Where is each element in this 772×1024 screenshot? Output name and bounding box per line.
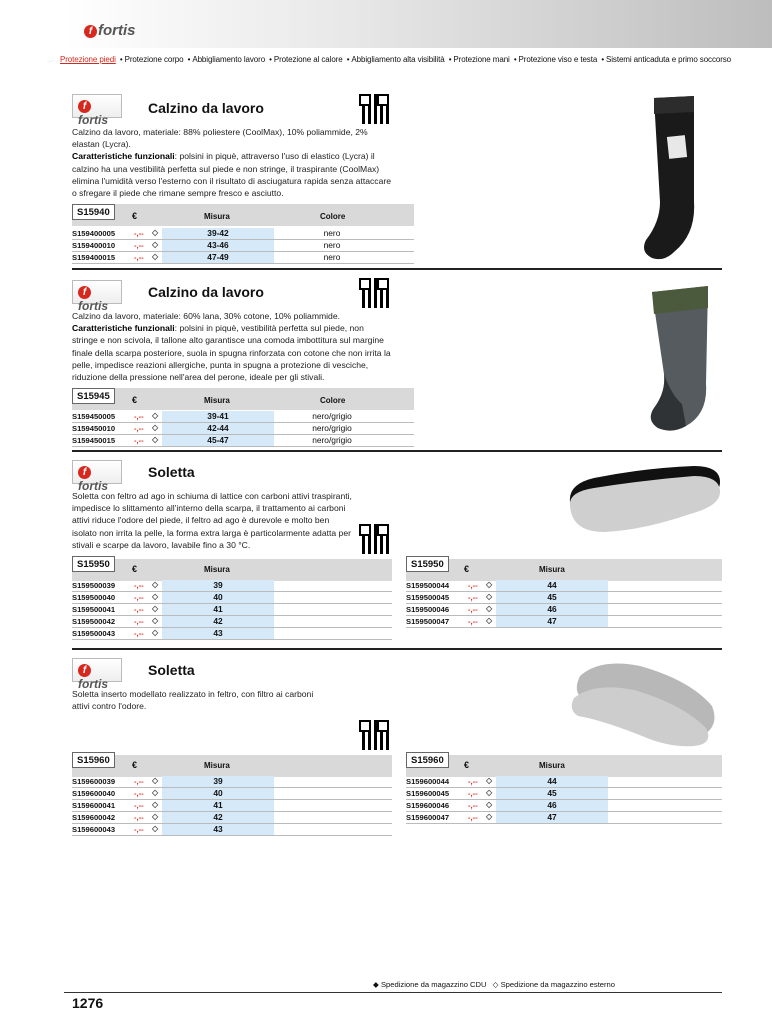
fortis-logo: ffortis [72,460,122,484]
article-code-tag: S15960 [406,752,449,768]
nav-item[interactable]: Protezione corpo [124,55,184,64]
filled-diamond-icon: ◆ [373,980,379,989]
qr-code-icon[interactable] [359,94,389,124]
outline-diamond-icon: ◇ [152,240,159,249]
product-title: Soletta [148,662,195,678]
nav-item[interactable]: Sistemi anticaduta e primo soccorso [606,55,732,64]
header-color: Colore [320,212,346,221]
table-row[interactable]: S159600039 -,-- ◇ 39 [72,776,392,787]
article-code-tag: S15945 [72,388,115,404]
table-row[interactable]: S159600044 -,-- ◇ 44 [406,776,722,787]
outline-diamond-icon: ◇ [152,228,159,237]
table-row[interactable]: S159400010 -,-- ◇ 43-46 nero [72,240,341,250]
table-row[interactable]: S159600043 -,-- ◇ 43 [72,824,392,835]
header-color: Colore [320,396,346,405]
grey-sock-image [642,284,722,434]
header-euro: € [132,211,138,221]
black-sock-image [636,94,726,264]
nav-item[interactable]: Protezione al calore [273,55,343,64]
logo-f-icon: f [84,25,97,38]
outline-diamond-icon: ◇ [152,252,159,261]
table-row[interactable]: S159400005 -,-- ◇ 39-42 nero [72,228,341,238]
table-row[interactable]: S159500045 -,-- ◇ 45 [406,592,722,603]
table-header [72,388,414,410]
table-row[interactable]: S159500046 -,-- ◇ 46 [406,604,722,615]
insole-grey-image [570,656,720,748]
outline-diamond-icon: ◇ [152,423,159,432]
outline-diamond-icon: ◇ [152,411,159,420]
table-row[interactable]: S159600042 -,-- ◇ 42 [72,812,392,823]
insole-black-image [564,462,724,538]
table-row[interactable]: S159600045 -,-- ◇ 45 [406,788,722,799]
outline-diamond-icon: ◇ [492,980,499,989]
qr-code-icon[interactable] [359,720,389,750]
table-row[interactable]: S159500040 -,-- ◇ 40 [72,592,392,603]
header-logo: f fortis [84,22,136,39]
product-description: Calzino da lavoro, materiale: 88% poliestere (CoolMax), 10% poliammide, 2% elastan (Lycra). Caratteristiche funzionali: polsini in piquè, attraverso l'uso di elastico (Lycra) il calzino ha una vestibilità perfetta sul piede e non stringe, il traspirante (CoolMax) elimina l'umidità verso l'esterno con il risultato di asciugatura rapida senza attaccare o sfregare il piede che rimane sempre fresco e asciutto. [72,127,392,199]
table-row[interactable]: S159450005 -,-- ◇ 39-41 nero/grigio [72,411,352,421]
table-row[interactable]: S159500044 -,-- ◇ 44 [406,580,722,591]
fortis-logo: ffortis [72,94,122,118]
nav-item[interactable]: Protezione mani [453,55,510,64]
product-title: Calzino da lavoro [148,100,264,116]
table-row[interactable]: S159500041 -,-- ◇ 41 [72,604,392,615]
nav-item-active[interactable]: Protezione piedi [60,55,116,64]
header-euro: € [132,395,138,405]
header-size: Misura [204,396,230,405]
qr-code-icon[interactable] [359,278,389,308]
table-header [72,204,414,226]
nav-item[interactable]: Abbigliamento alta visibilità [351,55,445,64]
product-description: Calzino da lavoro, materiale: 60% lana, 30% cotone, 10% poliammide. Caratteristiche funzionali: polsini in piquè, vestibilità perfetta sul piede, non stringe e non scivola, il tallone alto garantisce una comoda imbottitura sul margine finale della scarpa posteriore, suola in spugna rinforzata con cotone che non irrita la pelle, impedisce reazioni allergiche, punta in spugna a protezione di vesciche, riduzione della pressione nell'area del perone, ideale per gli stivali. [72,311,391,383]
article-code-tag: S15950 [72,556,115,572]
product-section-4 [72,656,722,756]
header-band [64,0,772,48]
table-row[interactable]: S159500039 -,-- ◇ 39 [72,580,392,591]
fortis-logo: ffortis [72,280,122,304]
table-row[interactable]: S159450010 -,-- ◇ 42-44 nero/grigio [72,423,352,433]
table-row[interactable]: S159600046 -,-- ◇ 46 [406,800,722,811]
table-row[interactable]: S159600041 -,-- ◇ 41 [72,800,392,811]
shipping-legend: ◆ Spedizione da magazzino CDU ◇ Spedizione da magazzino esterno [373,980,615,989]
section-divider [72,648,722,650]
page-number: 1276 [72,995,104,1011]
article-code-tag: S15940 [72,204,115,220]
product-title: Calzino da lavoro [148,284,264,300]
category-nav: Protezione piedi • Protezione corpo • Abbigliamento lavoro • Protezione al calore • Abbigliamento alta visibilità • Protezione mani • Protezione viso e testa • Sistemi anticaduta e primo soccorso [60,55,732,64]
table-row[interactable]: S159450015 -,-- ◇ 45-47 nero/grigio [72,435,352,445]
footer-rule [64,992,722,993]
nav-item[interactable]: Abbigliamento lavoro [192,55,266,64]
nav-item[interactable]: Protezione viso e testa [518,55,598,64]
fortis-logo: ffortis [72,658,122,682]
table-row[interactable]: S159500042 -,-- ◇ 42 [72,616,392,627]
table-row[interactable]: S159500043 -,-- ◇ 43 [72,628,392,639]
product-description: Soletta con feltro ad ago in schiuma di lattice con carboni attivi traspiranti, impedisce lo slittamento all'interno della scarpa, il trattamento ai carboni attivi riduce l'odore del piede, il feltro ad ago è durevole e molto ben isolato non irrita la pelle, la forma extra larga è particolarmente adatta per stivali e scarpe da lavoro, lavabile fino a 30 °C. [72,491,352,550]
header-size: Misura [204,212,230,221]
table-row[interactable]: S159400015 -,-- ◇ 47-49 nero [72,252,341,262]
product-title: Soletta [148,464,195,480]
table-row[interactable]: S159600040 -,-- ◇ 40 [72,788,392,799]
qr-code-icon[interactable] [359,524,389,554]
table-row[interactable]: S159600047 -,-- ◇ 47 [406,812,722,823]
outline-diamond-icon: ◇ [152,435,159,444]
article-code-tag: S15950 [406,556,449,572]
table-row[interactable]: S159500047 -,-- ◇ 47 [406,616,722,627]
article-code-tag: S15960 [72,752,115,768]
section-divider [72,268,722,270]
section-divider [72,450,722,452]
product-description: Soletta inserto modellato realizzato in feltro, con filtro ai carboni attivi contro l'odore. [72,689,314,712]
